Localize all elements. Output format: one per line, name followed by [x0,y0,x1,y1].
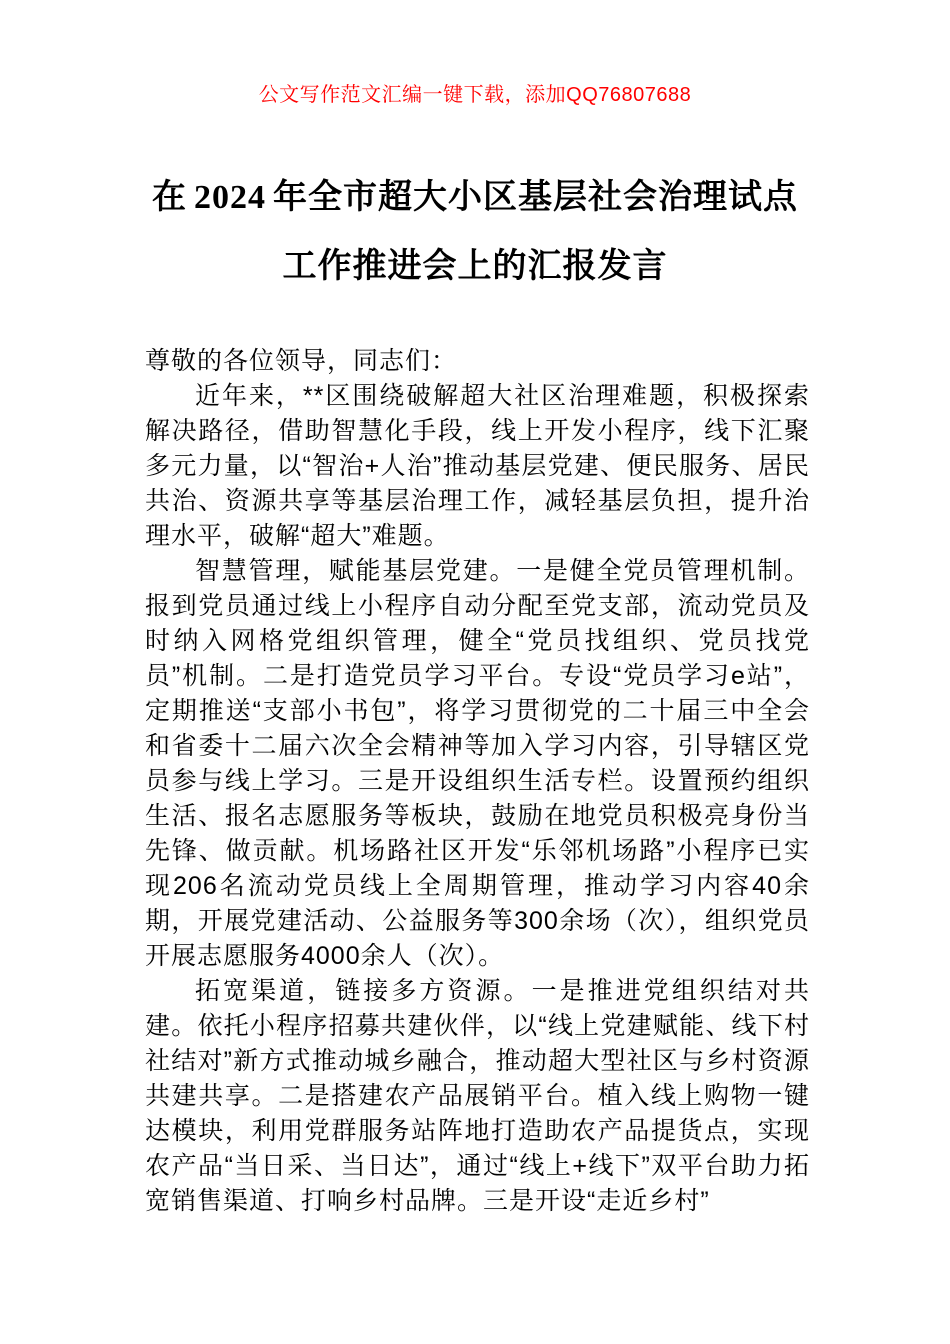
document-title [60,163,890,300]
title-line-2: 工作推进会上的汇报发言 [282,247,668,285]
promo-banner-text: 公文写作范文汇编一键下载，添加QQ76807688 [258,84,692,106]
salutation-line: 尊敬的各位领导，同志们： [145,347,458,375]
document-body [145,344,810,1219]
title-line-1 [60,163,890,232]
paragraph-overview: 近年来，**区围绕破解超大社区治理难题，积极探索解决路径，借助智慧化手段，线上开发小程序，线下汇聚多元力量，以“智治+人治”推动基层党建、便民服务、居民共治、资源共享等基层治理工作，减轻基层负担，提升治理水平，破解“超大”难题。 [145,382,810,550]
title-year-number: 2024 [194,179,266,216]
title-line-1-suffix: 年全市超大小区基层社会治理试点 [273,178,798,216]
paragraph-smart-management: 智慧管理，赋能基层党建。一是健全党员管理机制。报到党员通过线上小程序自动分配至党支部，流动党员及时纳入网格党组织管理，健全“党员找组织、党员找党员”机制。二是打造党员学习平台。专设“党员学习e站”，定期推送“支部小书包”，将学习贯彻党的二十届三中全会和省委十二届六次全会精神等加入学习内容，引导辖区党员参与线上学习。三是开设组织生活专栏。设置预约组织生活、报名志愿服务等板块，鼓励在地党员积极亮身份当先锋、做贡献。机场路社区开发“乐邻机场路”小程序已实现206名流动党员线上全周期管理，推动学习内容40余期，开展党建活动、公益服务等300余场（次），组织党员开展志愿服务4000余人（次）。 [145,557,810,970]
paragraph-broaden-channels: 拓宽渠道，链接多方资源。一是推进党组织结对共建。依托小程序招募共建伙伴，以“线上党建赋能、线下村社结对”新方式推动城乡融合，推动超大型社区与乡村资源共建共享。二是搭建农产品展销平台。植入线上购物一键达模块，利用党群服务站阵地打造助农产品提货点，实现农产品“当日采、当日达”，通过“线上+线下”双平台助力拓宽销售渠道、打响乡村品牌。三是开设“走近乡村” [145,977,810,1215]
title-line-1-prefix: 在 [152,178,187,216]
